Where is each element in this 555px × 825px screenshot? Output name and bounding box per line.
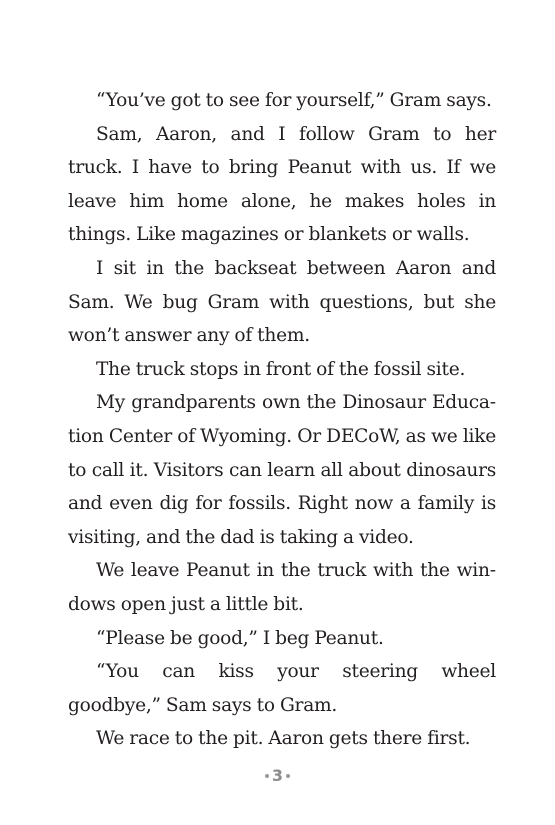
paragraph-3: I sit in the backseat between Aaron and Sam. We bug Gram with questions, but she won’t answer any of them. (68, 257, 496, 347)
paragraph-2: Sam, Aaron, and I follow Gram to her truck. I have to bring Peanut with us. If we leave him home alone, he makes holes in things. Like magazines or blankets or walls. (68, 123, 496, 246)
paragraph-1: “You’ve got to see for yourself,” Gram says. (96, 90, 492, 111)
paragraph-9: We race to the pit. Aaron gets there first. (96, 728, 471, 750)
paragraph-8: “You can kiss your steering wheel goodbye,” Sam says to Gram. (68, 661, 496, 716)
page-body (68, 84, 496, 756)
folio-dot-left (265, 774, 269, 778)
paragraph-4: The truck stops in front of the fossil site. (96, 358, 466, 380)
page-number-footer (0, 766, 555, 786)
paragraph-7: “Please be good,” I beg Peanut. (96, 627, 384, 649)
folio-dot-right (286, 774, 290, 778)
paragraph-6: We leave Peanut in the truck with the windows open just a little bit. (68, 560, 496, 615)
page-number: 3 (271, 766, 284, 785)
paragraph-5: My grandparents own the Dinosaur Education Center of Wyoming. Or DECoW, as we like to call it. Visitors can learn all about dinosaurs and even dig for fossils. Right now a family is visiting, and the dad is taking a video. (68, 392, 496, 548)
